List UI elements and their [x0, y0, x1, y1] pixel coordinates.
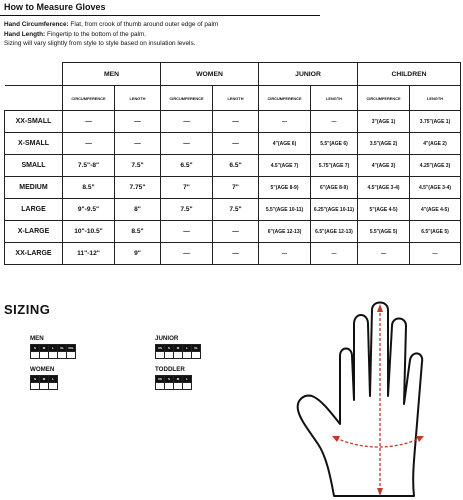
- table-cell: —: [115, 111, 161, 133]
- hand-outline: [298, 303, 423, 497]
- sub-header-length: LENGTH: [311, 86, 358, 111]
- group-header-row: [5, 63, 461, 86]
- size-option: S: [31, 376, 40, 383]
- table-row: [5, 111, 461, 133]
- group-junior: JUNIOR: [259, 63, 358, 86]
- table-cell: —: [161, 133, 213, 155]
- sub-header-length: LENGTH: [115, 86, 161, 111]
- table-cell: —: [161, 243, 213, 265]
- size-checkbox: [156, 352, 165, 359]
- size-option: L: [183, 345, 192, 352]
- size-option: XL: [192, 345, 201, 352]
- circumference-measure-line: [332, 436, 424, 447]
- table-cell: 5.75"(AGE 7): [311, 155, 358, 177]
- size-option: S: [165, 345, 174, 352]
- table-cell: 8.5": [115, 221, 161, 243]
- table-cell: —: [161, 221, 213, 243]
- sub-header-circumference: CIRCUMFERENCE: [358, 86, 410, 111]
- size-checkbox: [174, 352, 183, 359]
- table-cell: 3.5"(AGE 2): [358, 133, 410, 155]
- table-row: [5, 177, 461, 199]
- table-cell: 5.5"(AGE 5): [358, 221, 410, 243]
- size-option: L: [49, 376, 58, 383]
- women-size-box: [30, 375, 58, 390]
- row-size-label: X-SMALL: [5, 133, 63, 155]
- size-checkbox: [183, 383, 192, 390]
- size-option: M: [40, 376, 49, 383]
- table-cell: 7.75": [115, 177, 161, 199]
- table-cell: —: [63, 133, 115, 155]
- size-checkbox: [165, 352, 174, 359]
- table-cell: —: [213, 221, 259, 243]
- table-cell: 8.5": [63, 177, 115, 199]
- size-option: L: [49, 345, 58, 352]
- size-checkbox: [49, 352, 58, 359]
- size-option: XL: [58, 345, 67, 352]
- row-size-label: XX-LARGE: [5, 243, 63, 265]
- size-chart-table: [4, 62, 461, 265]
- junior-size-box: [155, 344, 201, 359]
- sub-header-circumference: CIRCUMFERENCE: [259, 86, 311, 111]
- table-cell: —: [213, 111, 259, 133]
- table-row: [5, 133, 461, 155]
- page-title: How to Measure Gloves: [4, 2, 106, 12]
- table-cell: 7": [213, 177, 259, 199]
- length-measure-line: [377, 304, 383, 496]
- sub-header-length: LENGTH: [410, 86, 461, 111]
- sub-header-circumference: CIRCUMFERENCE: [63, 86, 115, 111]
- table-cell: 7": [161, 177, 213, 199]
- table-cell: 3.75"(AGE 1): [410, 111, 461, 133]
- group-children: CHILDREN: [358, 63, 461, 86]
- table-cell: 9": [115, 243, 161, 265]
- sub-header-length: LENGTH: [213, 86, 259, 111]
- table-cell: 6.5"(AGE 5): [410, 221, 461, 243]
- size-checkbox: [58, 352, 67, 359]
- women-label: WOMEN: [30, 366, 55, 373]
- size-checkbox: [31, 383, 40, 390]
- size-checkbox: [40, 352, 49, 359]
- table-cell: 7.5": [213, 199, 259, 221]
- toddler-size-box: [155, 375, 192, 390]
- table-cell: 6.5": [161, 155, 213, 177]
- size-checkbox: [165, 383, 174, 390]
- table-cell: 4"(AGE 3): [358, 155, 410, 177]
- row-size-label: LARGE: [5, 199, 63, 221]
- sizing-title: SIZING: [4, 302, 51, 317]
- table-cell: 3"(AGE 1): [358, 111, 410, 133]
- table-cell: 7.5": [161, 199, 213, 221]
- size-option: XS: [156, 376, 165, 383]
- table-cell: —: [259, 243, 311, 265]
- sub-header-circumference: CIRCUMFERENCE: [161, 86, 213, 111]
- size-option: 2XL: [68, 346, 74, 350]
- table-row: [5, 199, 461, 221]
- toddler-label: TODDLER: [155, 366, 185, 373]
- table-cell: 6.5": [213, 155, 259, 177]
- size-checkbox: [67, 352, 76, 359]
- table-cell: 6.5"(AGE 12-13): [311, 221, 358, 243]
- sub-header-row: [5, 86, 461, 111]
- table-cell: 6"(AGE 12-13): [259, 221, 311, 243]
- table-cell: —: [161, 111, 213, 133]
- table-cell: —: [410, 243, 461, 265]
- title-underline: [0, 15, 320, 16]
- table-cell: —: [311, 243, 358, 265]
- table-cell: 6"(AGE 8-9): [311, 177, 358, 199]
- table-cell: 4.5"(AGE 7): [259, 155, 311, 177]
- table-cell: 6.25"(AGE 10-11): [311, 199, 358, 221]
- table-row: [5, 155, 461, 177]
- row-size-label: X-LARGE: [5, 221, 63, 243]
- size-option: M: [40, 345, 49, 352]
- size-option: S: [31, 345, 40, 352]
- table-cell: 5.5"(AGE 6): [311, 133, 358, 155]
- table-cell: 5.5"(AGE 10-11): [259, 199, 311, 221]
- size-checkbox: [174, 383, 183, 390]
- hand-measurement-illustration: [292, 296, 462, 500]
- size-checkbox: [183, 352, 192, 359]
- table-cell: 7.5": [115, 155, 161, 177]
- table-row: [5, 243, 461, 265]
- table-cell: —: [213, 133, 259, 155]
- size-checkbox: [31, 352, 40, 359]
- size-option: L: [183, 376, 192, 383]
- men-size-box: [30, 344, 76, 359]
- group-women: WOMEN: [161, 63, 259, 86]
- table-cell: —: [63, 111, 115, 133]
- circumference-note: Hand Circumference: Flat, from crook of thumb around outer edge of palm: [4, 21, 219, 28]
- size-checkbox: [192, 352, 201, 359]
- group-men: MEN: [63, 63, 161, 86]
- length-note: Hand Length: Fingertip to the bottom of the palm.: [4, 30, 147, 38]
- table-cell: 4"(AGE 2): [410, 133, 461, 155]
- size-option: M: [174, 376, 183, 383]
- size-option: S: [165, 376, 174, 383]
- size-checkbox: [40, 383, 49, 390]
- table-cell: 7.5"-8": [63, 155, 115, 177]
- table-cell: —: [115, 133, 161, 155]
- table-cell: —: [311, 111, 358, 133]
- size-option: M: [174, 345, 183, 352]
- table-cell: 4.5"(AGE 3-4): [358, 177, 410, 199]
- row-size-label: SMALL: [5, 155, 63, 177]
- table-cell: 11"-12": [63, 243, 115, 265]
- size-option: XS: [156, 345, 165, 352]
- table-cell: —: [358, 243, 410, 265]
- size-checkbox: [49, 383, 58, 390]
- table-cell: 10"-10.5": [63, 221, 115, 243]
- row-size-label: MEDIUM: [5, 177, 63, 199]
- men-label: MEN: [30, 335, 44, 342]
- table-row: [5, 221, 461, 243]
- table-cell: 4"(AGE 4-5): [410, 199, 461, 221]
- size-checkbox: [156, 383, 165, 390]
- table-cell: 5"(AGE 4-5): [358, 199, 410, 221]
- table-cell: 4.25"(AGE 3): [410, 155, 461, 177]
- measure-notes: [4, 20, 218, 49]
- table-cell: 8": [115, 199, 161, 221]
- table-cell: —: [259, 111, 311, 133]
- row-size-label: XX-SMALL: [5, 111, 63, 133]
- table-cell: 4"(AGE 6): [259, 133, 311, 155]
- table-cell: 4.5"(AGE 3-4): [410, 177, 461, 199]
- table-cell: —: [213, 243, 259, 265]
- table-cell: 5"(AGE 8-9): [259, 177, 311, 199]
- variance-note: Sizing will vary slightly from style to style based on insulation levels.: [4, 40, 196, 47]
- table-cell: 9"-9.5": [63, 199, 115, 221]
- junior-label: JUNIOR: [155, 335, 179, 342]
